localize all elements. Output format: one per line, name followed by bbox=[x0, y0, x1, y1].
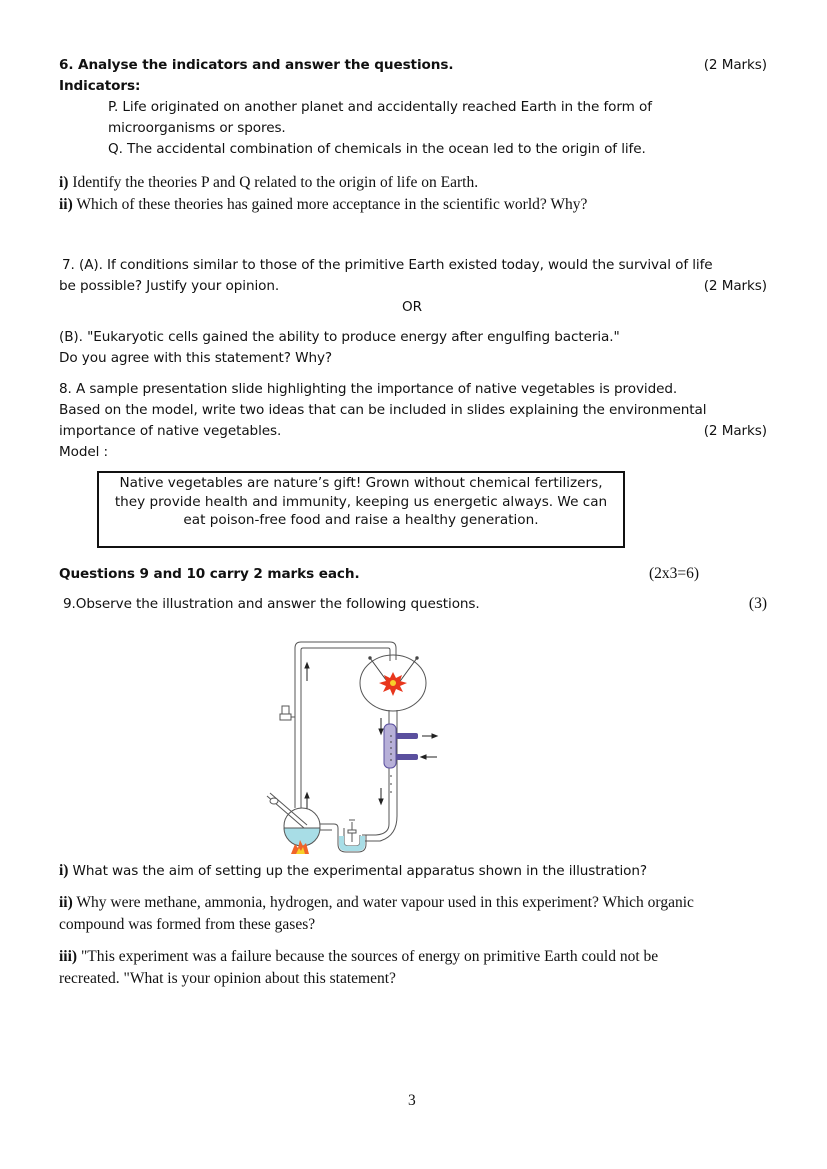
q6-indicator-p-line2: microorganisms or spores. bbox=[108, 120, 286, 136]
q9-sub-iii-line2: recreated. "What is your opinion about this statement? bbox=[59, 970, 396, 987]
q9-heading: 9.Observe the illustration and answer the following questions. bbox=[63, 596, 480, 612]
q9-sub-iii-line1 bbox=[59, 948, 658, 966]
q6-sub-i bbox=[59, 174, 478, 192]
q7-a-line1: 7. (A). If conditions similar to those of the primitive Earth existed today, would the survival of life bbox=[62, 257, 713, 273]
q9-marks: (3) bbox=[748, 595, 767, 612]
q8-model-label: Model : bbox=[59, 444, 109, 460]
q9-sub-i-text: What was the aim of setting up the experimental apparatus shown in the illustration? bbox=[68, 863, 647, 879]
q8-line3: importance of native vegetables. bbox=[59, 423, 282, 439]
q7-or: OR bbox=[402, 299, 422, 315]
q6-indicator-p-line1: P. Life originated on another planet and accidentally reached Earth in the form of bbox=[108, 99, 652, 115]
model-line-3: eat poison-free food and raise a healthy generation. bbox=[183, 512, 539, 528]
page-number: 3 bbox=[408, 1092, 416, 1109]
q6-marks: (2 Marks) bbox=[703, 57, 767, 73]
miller-urey-apparatus-illustration bbox=[262, 636, 442, 856]
q7-marks: (2 Marks) bbox=[703, 278, 767, 294]
q8-line2: Based on the model, write two ideas that can be included in slides explaining the environmental bbox=[59, 402, 707, 418]
q7-b-line1: (B). "Eukaryotic cells gained the ability to produce energy after engulfing bacteria." bbox=[59, 329, 620, 345]
section-heading: Questions 9 and 10 carry 2 marks each. bbox=[59, 566, 360, 582]
q8-marks: (2 Marks) bbox=[703, 423, 767, 439]
q6-sub-ii bbox=[59, 196, 587, 214]
q9-sub-iii-label: iii) bbox=[59, 948, 78, 965]
q9-sub-ii-line2: compound was formed from these gases? bbox=[59, 916, 316, 933]
q9-sub-i-label: i) bbox=[59, 862, 69, 879]
q8-line1: 8. A sample presentation slide highlighting the importance of native vegetables is provided. bbox=[59, 381, 678, 397]
q9-sub-i bbox=[59, 862, 647, 880]
q6-heading: 6. Analyse the indicators and answer the questions. bbox=[59, 57, 454, 73]
q7-a-line2: be possible? Justify your opinion. bbox=[59, 278, 280, 294]
q6-sub-ii-text: Which of these theories has gained more acceptance in the scientific world? Why? bbox=[72, 196, 588, 213]
model-text-box bbox=[97, 471, 625, 548]
q9-sub-ii-label: ii) bbox=[59, 894, 73, 911]
model-line-1: Native vegetables are nature’s gift! Grown without chemical fertilizers, bbox=[119, 475, 603, 491]
q9-sub-ii-line1 bbox=[59, 894, 694, 912]
q6-sub-i-label: i) bbox=[59, 174, 69, 191]
q6-indicator-q: Q. The accidental combination of chemicals in the ocean led to the origin of life. bbox=[108, 141, 646, 157]
q9-sub-ii-text: Why were methane, ammonia, hydrogen, and water vapour used in this experiment? Which organic bbox=[72, 894, 694, 911]
q6-indicators-label: Indicators: bbox=[59, 78, 141, 94]
q6-sub-ii-label: ii) bbox=[59, 196, 73, 213]
section-marks: (2x3=6) bbox=[649, 565, 700, 582]
q6-sub-i-text: Identify the theories P and Q related to the origin of life on Earth. bbox=[68, 174, 479, 191]
q9-sub-iii-text: "This experiment was a failure because the sources of energy on primitive Earth could not be bbox=[77, 948, 659, 965]
model-line-2: they provide health and immunity, keeping us energetic always. We can bbox=[114, 493, 608, 510]
q7-b-line2: Do you agree with this statement? Why? bbox=[59, 350, 333, 366]
